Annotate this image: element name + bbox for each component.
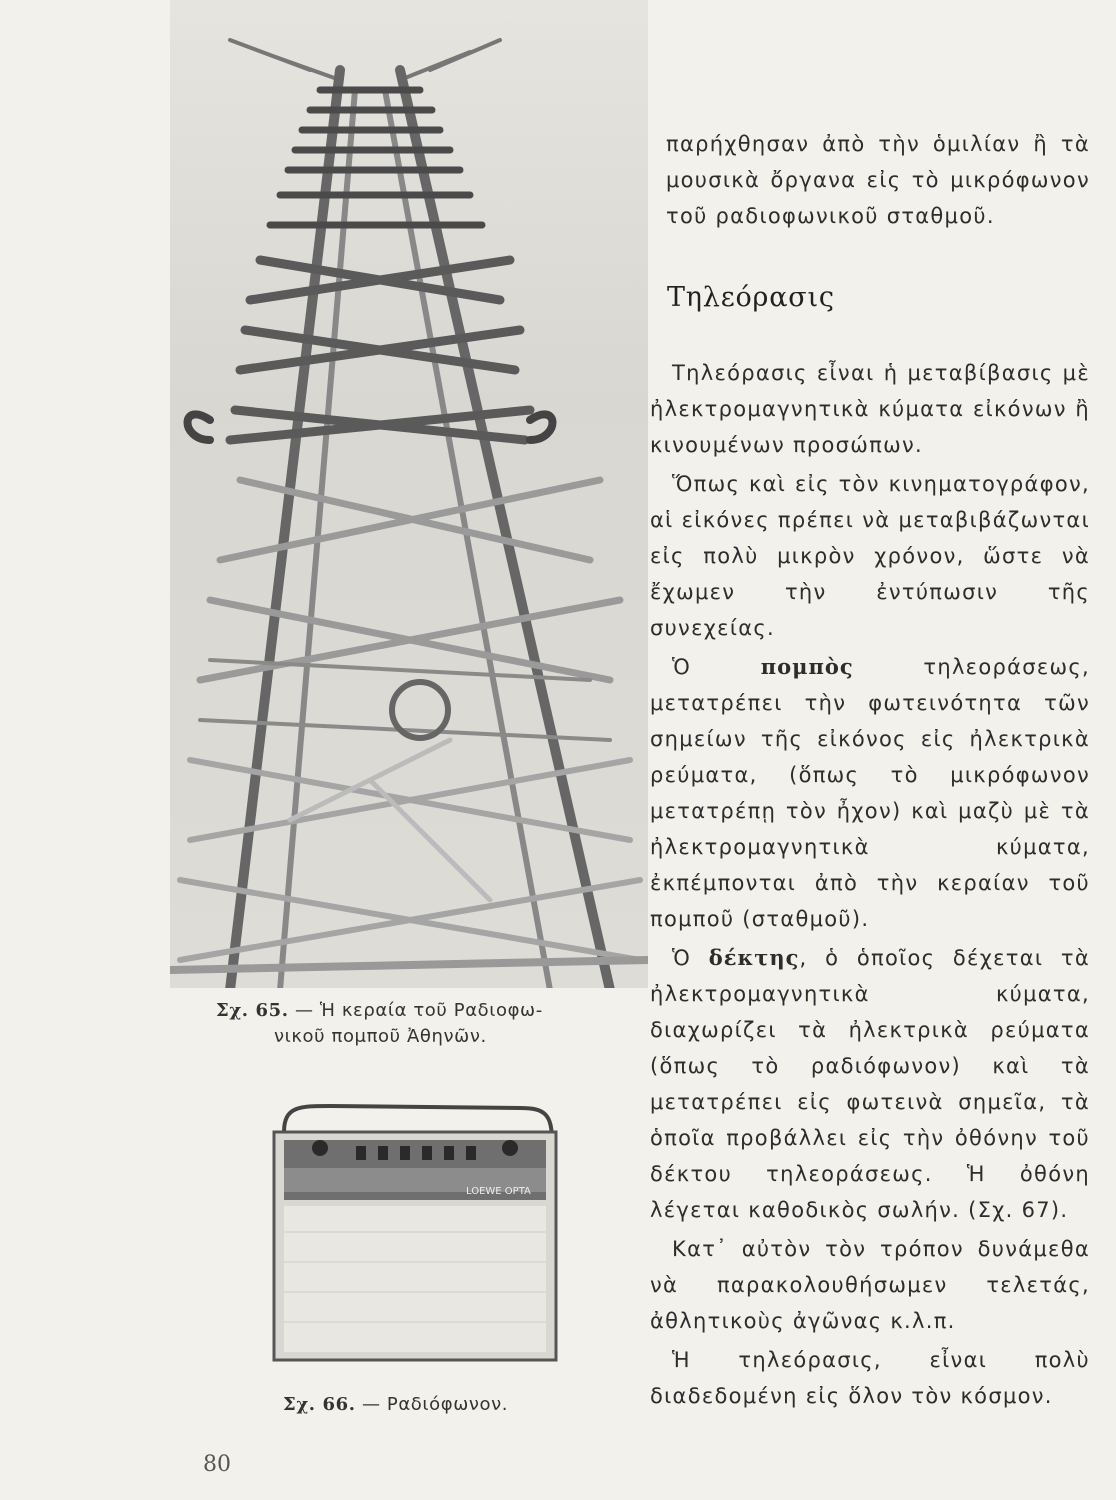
transmitter-term: πομπὸς — [760, 654, 854, 679]
page-number: 80 — [203, 1452, 231, 1477]
transmitter-lead: Ὁ — [672, 655, 692, 679]
figure-66-caption-text: Ραδιόφωνον. — [386, 1394, 509, 1415]
radio-illustration — [270, 1102, 560, 1364]
figure-65-dash: — — [294, 1000, 314, 1021]
receiver-text: , ὁ ὁποῖος δέχεται τὰ ἠλεκτρομαγνητικὰ κύματα, διαχωρίζει τὰ ἠλεκτρικὰ ρεύματα (ὅπως τὸ ραδιόφωνον) καὶ τὰ μετατρέπει εἰς φωτεινὰ σημεῖα, τὰ ὁποῖα προβάλλει εἰς τὴν ὀθόνην τοῦ δέκτου τηλεοράσεως. Ἡ ὀθόνη λέγεται καθοδικὸς σωλήν. (Σχ. 67). — [650, 946, 1090, 1222]
radio-brand-label: LOEWE OPTA — [466, 1186, 531, 1197]
section-body — [650, 352, 1090, 1414]
text-column — [650, 126, 1090, 234]
transmitter-text: τηλεοράσεως, μετατρέπει τὴν φωτεινότητα τῶν σημείων τῆς εἰκόνος εἰς ἠλεκτρικὰ ρεύματα, (ὅπως τὸ μικρόφωνον μετατρέπῃ τὸν ἦχον) καὶ μαζὺ μὲ τὰ ἠλεκτρομαγνητικὰ κύματα, ἐκπέμπονται ἀπὸ τὴν κεραίαν τοῦ πομποῦ (σταθμοῦ). — [650, 655, 1090, 931]
paragraph-receiver — [650, 940, 1090, 1228]
paragraph-transmitter — [650, 649, 1090, 937]
tower-illustration — [170, 0, 648, 988]
figure-65-number: Σχ. 65. — [216, 1000, 289, 1021]
figure-66-number: Σχ. 66. — [283, 1394, 356, 1415]
figure-65-caption — [216, 998, 636, 1050]
radio-photo — [270, 1102, 560, 1364]
figure-66-caption — [283, 1392, 623, 1418]
section-heading: Τηλεόρασις — [667, 282, 835, 313]
paragraph-definition: Τηλεόρασις εἶναι ἡ μεταβίβασις μὲ ἠλεκτρομαγνητικὰ κύματα εἰκόνων ἢ κινουμένων προσώπων. — [650, 361, 1090, 457]
figure-65-caption-line2: νικοῦ πομποῦ Ἀθηνῶν. — [274, 1026, 487, 1047]
figure-66-dash: — — [361, 1394, 381, 1415]
figure-65-caption-line1: Ἡ κεραία τοῦ Ραδιοφω- — [319, 1000, 543, 1021]
paragraph-events: Κατ᾽ αὐτὸν τὸν τρόπον δυνάμεθα νὰ παρακολουθήσωμεν τελετάς, ἀθλητικοὺς ἀγῶνας κ.λ.π. — [650, 1237, 1090, 1333]
receiver-lead: Ὁ — [672, 946, 692, 970]
antenna-tower-photo — [170, 0, 648, 988]
paragraph-cinema: Ὅπως καὶ εἰς τὸν κινηματογράφον, αἱ εἰκόνες πρέπει νὰ μεταβιβάζωνται εἰς πολὺ μικρὸν χρόνον, ὥστε νὰ ἔχωμεν τὴν ἐντύπωσιν τῆς συνεχείας. — [650, 472, 1090, 640]
paragraph-worldwide: Ἡ τηλεόρασις, εἶναι πολὺ διαδεδομένη εἰς ὅλον τὸν κόσμον. — [650, 1348, 1090, 1408]
receiver-term: δέκτης — [708, 945, 800, 970]
intro-paragraph: παρήχθησαν ἀπὸ τὴν ὁμιλίαν ἢ τὰ μουσικὰ ὄργανα εἰς τὸ μικρόφωνον τοῦ ραδιοφωνικοῦ σταθμοῦ. — [666, 132, 1090, 228]
